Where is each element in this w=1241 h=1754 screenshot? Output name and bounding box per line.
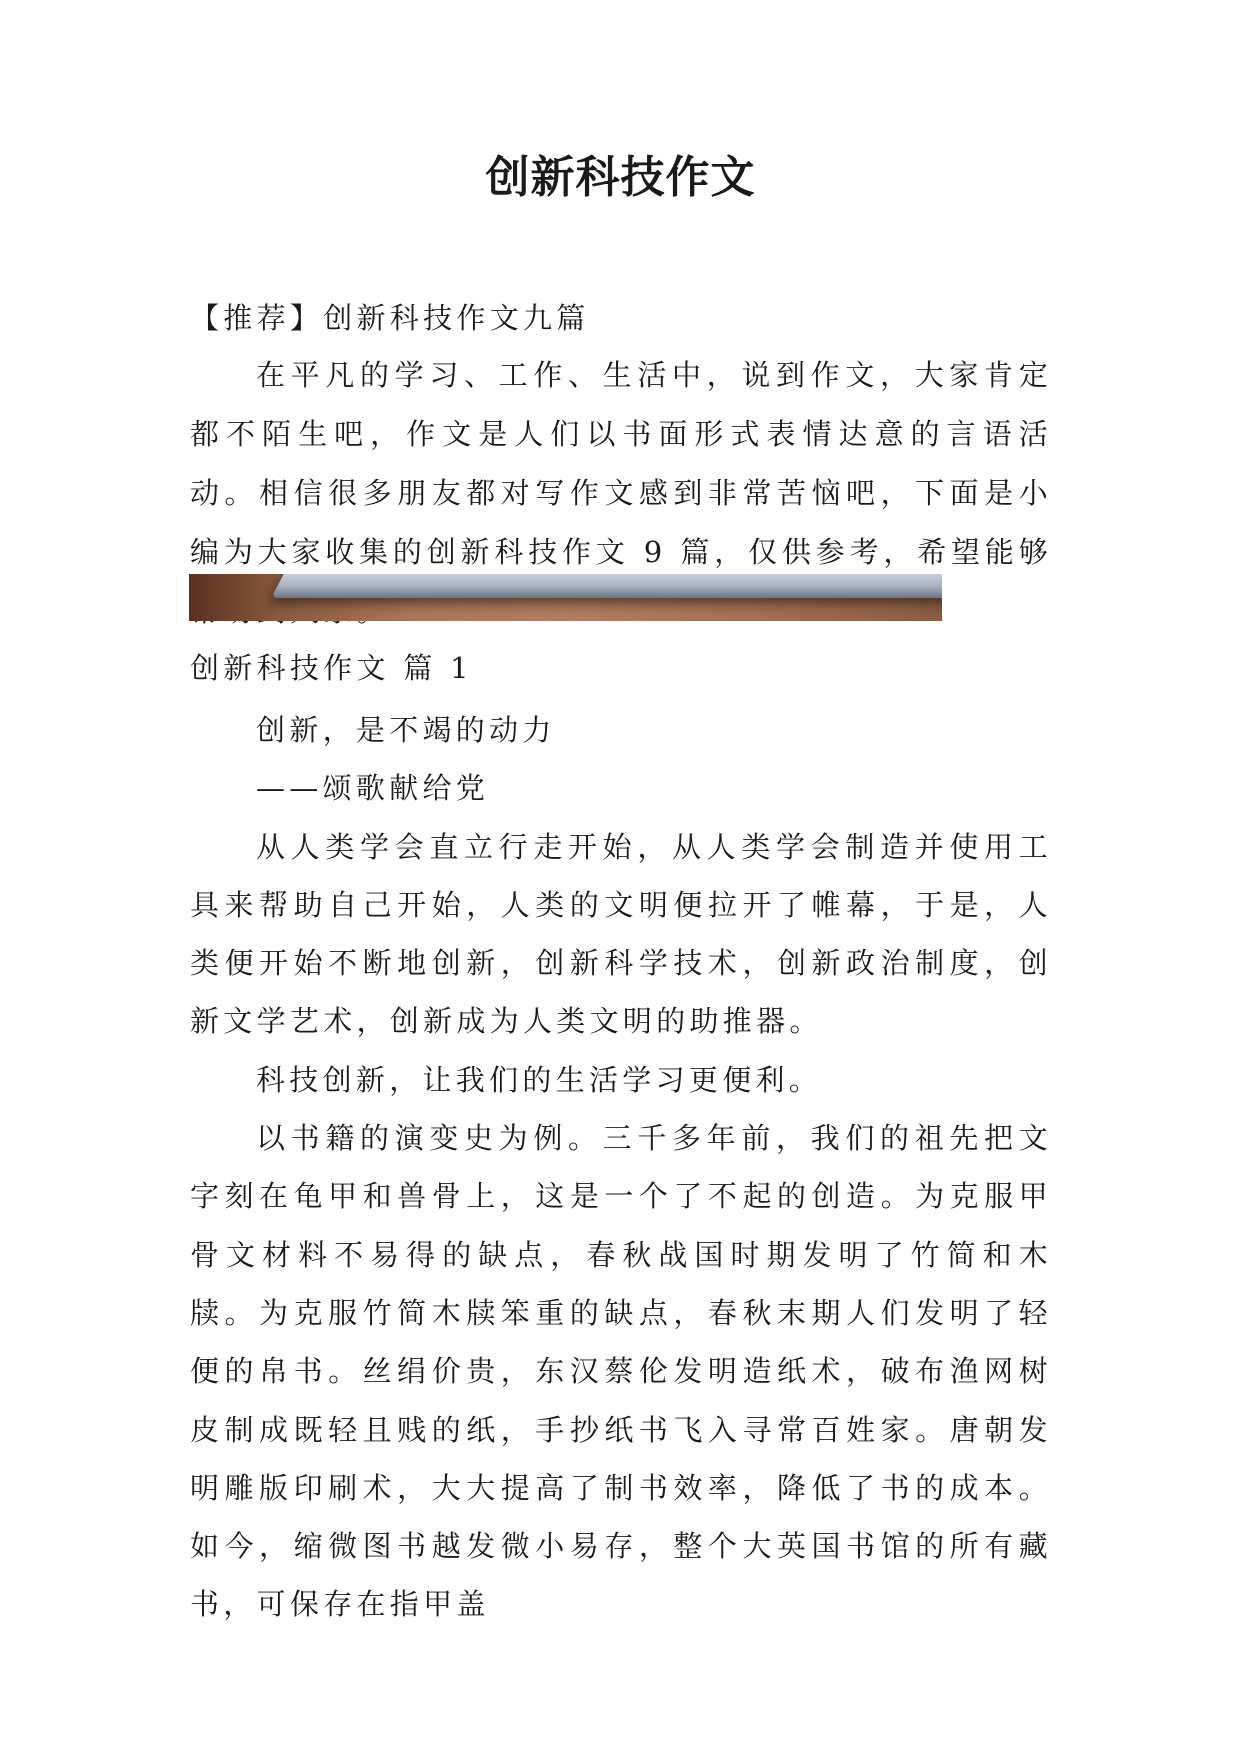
essay-heading: 创新，是不竭的动力 (256, 713, 556, 747)
section-title: 创新科技作文 篇 1 (190, 651, 473, 685)
document-title: 创新科技作文 (485, 152, 756, 203)
body-paragraph: 以书籍的演变史为例。三千多年前，我们的祖先把文字刻在龟甲和兽骨上，这是一个了不起的创造。为克服甲骨文材料不易得的缺点，春秋战国时期发明了竹简和木牍。为克服竹简木牍笨重的缺点，春秋末期人们发明了轻便的帛书。丝绢价贵，东汉蔡伦发明造纸术，破布渔网树皮制成既轻且贱的纸，手抄纸书飞入寻常百姓家。唐朝发明雕版印刷术，大大提高了制书效率，降低了书的成本。如今，缩微图书越发微小易存，整个大英国书馆的所有藏书，可保存在指甲盖 (190, 1121, 1052, 1622)
body-paragraph: 科技创新，让我们的生活学习更便利。 (256, 1062, 823, 1097)
section-body (190, 701, 1052, 1634)
body-paragraph: 从人类学会直立行走开始，从人类学会制造并使用工具来帮助自己开始，人类的文明便拉开了帷幕，于是，人类便开始不断地创新，创新科学技术，创新政治制度，创新文学艺术，创新成为人类文明的助推器。 (190, 829, 1052, 1039)
banner-image (189, 574, 942, 621)
banner-image-device-shape (271, 574, 942, 598)
intro-paragraph: 在平凡的学习、工作、生活中，说到作文，大家肯定都不陌生吧，作文是人们以书面形式表情达意的言语活动。相信很多朋友都对写作文感到非常苦恼吧，下面是小编为大家收集的创新科技作文 9 篇，仅供参考，希望能够 (190, 358, 1052, 569)
essay-dedication: ——颂歌献给党 (256, 771, 490, 806)
article-subheading: 【推荐】创新科技作文九篇 (190, 301, 590, 335)
